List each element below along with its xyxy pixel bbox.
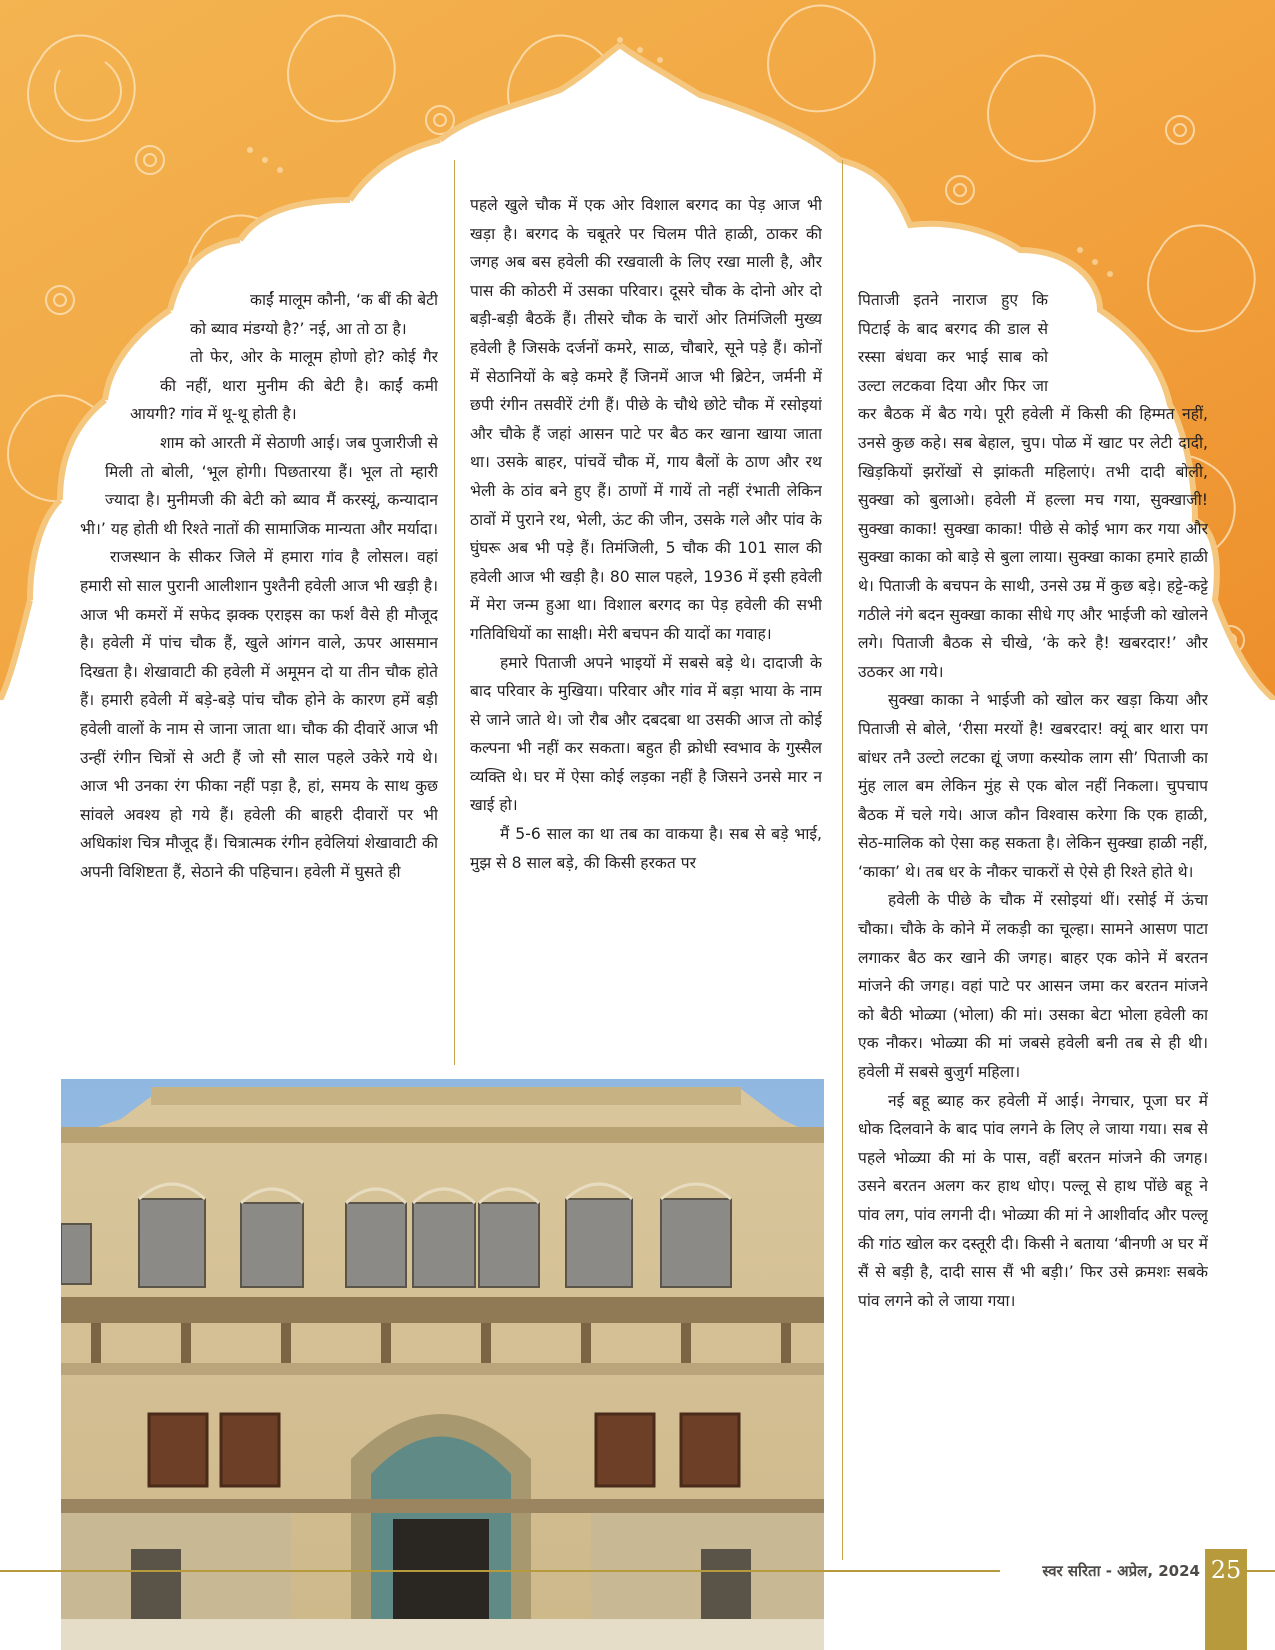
article-paragraph: तो फेर, ओर के मालूम होणो हो? कोई गैर की नहीं, थारा मुनीम की बेटी है। काईं कमी आयगी? गांव में थू-थू होती है। xyxy=(130,348,438,424)
column-rule-left xyxy=(454,160,455,1065)
page-number: 25 xyxy=(1210,1556,1242,1584)
article-paragraph: मैं 5-6 साल का था तब का वाकया है। सब से बड़े भाई, मुझ से 8 साल बड़े, की किसी हरकत पर xyxy=(470,825,822,872)
article-paragraph: राजस्थान के सीकर जिले में हमारा गांव है लोसल। वहां हमारी सो साल पुरानी आलीशान पुश्तैनी हवेली आज भी खड़ी है। आज भी कमरों में सफेद झक्क एराइस का फर्श वैसे ही मौजूद है। हवेली में पांच चौक हैं, खुले आंगन वाले, ऊपर आसमान दिखता है। शेखावाटी की हवेली में अमूमन दो या तीन चौक होते हैं। हमारी हवेली में बड़े-बड़े पांच चौक होने के कारण हमें बड़ी हवेली वालों के नाम से जाना जाता था। चौक की दीवारें आज भी उन्हीं रंगीन चित्रों से अटी हैं जो सौ साल पहले उकेरे गये थे। आज भी उनका रंग फीका नहीं पड़ा है, हां, समय के साथ कुछ सांवले अवश्य हो गये हैं। हवेली की बाहरी दीवारों पर भी अधिकांश चित्र मौजूद हैं। चित्रात्मक रंगीन हवेलियां शेखावाटी की अपनी विशिष्टता हैं, सेठाने की पहिचान। हवेली में घुसते ही xyxy=(80,548,438,881)
article-paragraph: नई बहू ब्याह कर हवेली में आई। नेगचार, पूजा घर में धोक दिलवाने के बाद पांव लगने के लिए ले जाया गया। सब से पहले भोळ्या की मां के पास, वहीं बरतन मांजने की जगह। उसने बरतन अलग कर हाथ धोए। पल्लू से हाथ पोंछे बहू ने पांव लग, पांव लगनी दी। भोळ्या की मां ने आशीर्वाद और पल्लू की गांठ खोल कर दस्तूरी दी। किसी ने बताया ‘बीनणी अ घर में सैं से बड़ी है, दादी सास सैं भी बड़ी।’ फिर उसे क्रमशः सबके पांव लगने को ले जाया गया। xyxy=(858,1091,1208,1310)
article-column-1 xyxy=(80,286,438,1056)
magazine-footer: स्वर सरिता - अप्रेल, 2024 xyxy=(1000,1556,1208,1586)
article-paragraph: काईं मालूम कौनी, ‘क बीं की बेटी को ब्याव मंडग्यो है?’ नई, आ तो ठा है। xyxy=(190,291,438,338)
column-rule-right xyxy=(842,160,843,1560)
article-paragraph: पिताजी इतने नाराज हुए कि पिटाई के बाद बरगद की डाल से रस्सा बंधवा कर भाई साब को उल्टा लटकवा दिया और फिर जा कर बैठक में बैठ गये। पूरी हवेली में किसी की हिम्मत नहीं, उनसे कुछ कहे। सब बेहाल, चुप। पोळ में खाट पर लेटी दादी, खिड़कियों झरोंखों से झांकती महिलाएं। तभी दादी बोली, सुक्खा को बुलाओ। हवेली में हल्ला मच गया, सुक्खाजी! सुक्खा काका! सुक्खा काका! पीछे से कोई भाग कर गया और सुक्खा काका को बाड़े से बुला लाया। सुक्खा काका हमारे हाळी थे। पिताजी के बचपन के साथी, उनसे उम्र में कुछ बड़े। हट्टे-कट्टे गठीले नंगे बदन सुक्खा काका सीधे गए और भाईजी को खोलने लगे। पिताजी बैठक से चीखे, ‘के करे है! खबरदार!’ और उठकर आ गये। xyxy=(858,291,1208,681)
article-paragraph: पहले खुले चौक में एक ओर विशाल बरगद का पेड़ आज भी खड़ा है। बरगद के चबूतरे पर चिलम पीते हाळी, ठाकर की जगह अब बस हवेली की रखवाली के लिए रखा माली है, और पास की कोठरी में उसका परिवार। दूसरे चौक के दोनो ओर दो बड़ी-बड़ी बैठकें हैं। तीसरे चौक के चारों ओर तिमंजिली मुख्य हवेली है जिसके दर्जनों कमरे, साळ, चौबारे, सूने पड़े हैं। कोनों में सेठानियों के बड़े कमरे हैं जिनमें आज भी ब्रिटेन, जर्मनी में छपी रंगीन तसवीरें टंगी हैं। पीछे के चौथे छोटे चौक में रसोइयां और चौके हैं जहां आसन पाटे पर बैठ कर खाना खाया जाता था। उसके बाहर, पांचवें चौक में, गाय बैलों के ठाण और रथ भेली के ठांव बने हुए हैं। ठाणों में गायें तो नहीं रंभाती लेकिन ठावों में पुराने रथ, भेली, ऊंट की जीन, उसके गले और पांव के घुंघरू अब भी पड़े हैं। तिमंजिली, 5 चौक की 101 साल की हवेली आज भी खड़ी है। 80 साल पहले, 1936 में इसी हवेली में मेरा जन्म हुआ था। विशाल बरगद का पेड़ हवेली की सभी गतिविधियों का साक्षी। मेरी बचपन की यादों का गवाह। xyxy=(470,196,822,643)
article-column-3 xyxy=(858,286,1208,1576)
article-paragraph: हमारे पिताजी अपने भाइयों में सबसे बड़े थे। दादाजी के बाद परिवार के मुखिया। परिवार और गांव में बड़ा भाया के नाम से जाने जाते थे। जो रौब और दबदबा था उसकी आज तो कोई कल्पना भी नहीं कर सकता। बहुत ही क्रोधी स्वभाव के गुस्सैल व्यक्ति थे। घर में ऐसा कोई लड़का नहीं है जिसने उनसे मार न खाई हो। xyxy=(470,653,822,815)
article-paragraph: सुक्खा काका ने भाईजी को खोल कर खड़ा किया और पिताजी से बोले, ‘रीसा मरयों है! खबरदार! क्यूं बार थारा पग बांधर तनै उल्टो लटका द्यूं जणा कस्योक लाग सी’ पिताजी का मुंह लाल बम लेकिन मुंह से एक बोल नहीं निकला। चुपचाप बैठक में चले गये। आज कौन विश्वास करेगा कि एक हाळी, सेठ-मालिक को ऐसा कह सकता है। लेकिन सुक्खा हाळी नहीं, ‘काका’ थे। तब धर के नौकर चाकरों से ऐसे ही रिश्ते होते थे। xyxy=(858,691,1208,881)
article-column-2 xyxy=(470,191,822,1061)
article-paragraph: शाम को आरती में सेठाणी आई। जब पुजारीजी से मिली तो बोली, ‘भूल होगी। पिछतारया हैं। भूल तो म्हारी ज्यादा है। मुनीमजी की बेटी को ब्याव मैं करस्यूं, कन्यादान भी।’ यह होती थी रिश्ते नातों की सामाजिक मान्यता और मर्यादा। xyxy=(80,433,438,538)
article-paragraph: हवेली के पीछे के चौक में रसोइयां थीं। रसोई में ऊंचा चौका। चौके के कोने में लकड़ी का चूल्हा। सामने आसण पाटा लगाकर बैठ कर खाने की जगह। बाहर एक कोने में बरतन मांजने की जगह। वहां पाटे पर आसन जमा कर बरतन मांजने को बैठी भोळ्या (भोला) की मां। उसका बेटा भोला हवेली का एक नौकर। भोळ्या की मां जबसे हवेली बनी तब से ही थी। हवेली में सबसे बुजुर्ग महिला। xyxy=(858,891,1208,1082)
haveli-photo xyxy=(61,1079,824,1650)
